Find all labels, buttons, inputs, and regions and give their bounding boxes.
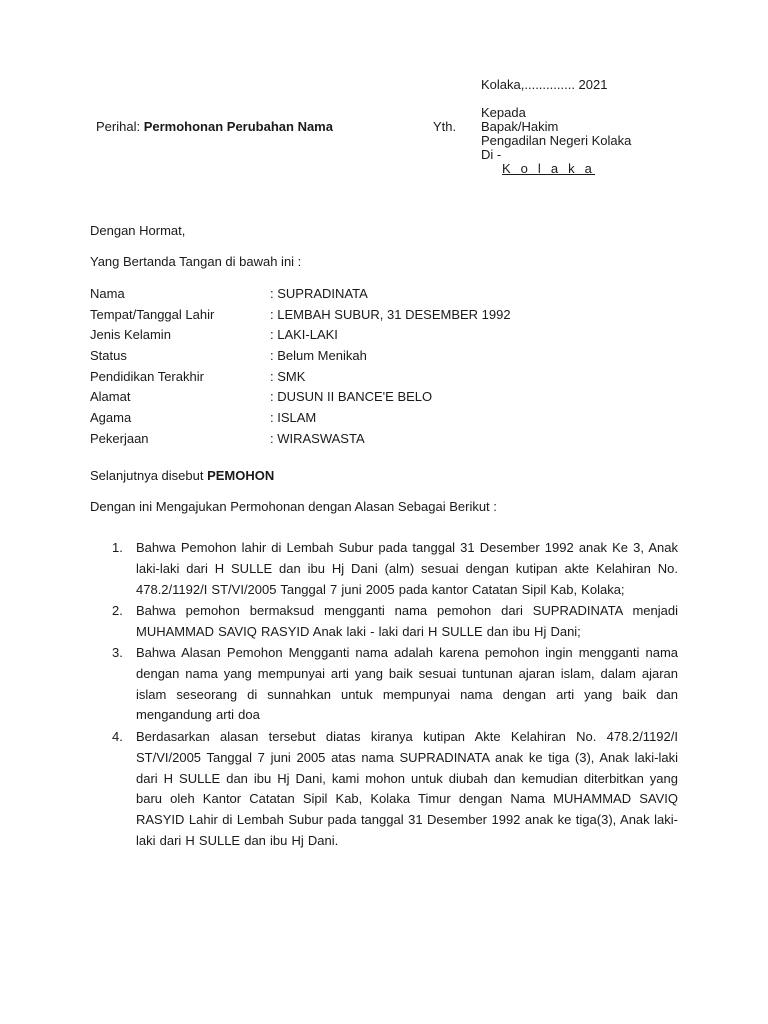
referred-term: PEMOHON [207,468,275,483]
recipient-city: K o l a k a [502,161,596,176]
field-value: : SUPRADINATA [270,286,368,301]
field-value: : LAKI-LAKI [270,327,338,342]
recipient-line-1: Kepada [481,105,526,120]
referred-line [90,468,274,484]
referred-prefix: Selanjutnya disebut [90,468,208,483]
field-value: : DUSUN II BANCE'E BELO [270,389,433,404]
reason-number: 4. [112,729,123,744]
date-line: Kolaka,.............. 2021 [481,77,608,92]
yth-label: Yth. [433,119,457,134]
field-label: Status [90,348,127,363]
field-value: : ISLAM [270,410,317,425]
subject-prefix: Perihal: [96,119,144,134]
field-label: Jenis Kelamin [90,327,171,342]
intro-line: Yang Bertanda Tangan di bawah ini : [90,254,302,269]
reason-text: Berdasarkan alasan tersebut diatas kiranya kutipan Akte Kelahiran No. 478.2/1192/I ST/VI/2005 Tanggal 7 juni 2005 atas nama SUPRADINATA anak ke tiga (3), Anak laki-laki dari H SULLE dan ibu Hj Dani, kami mohon untuk diubah dan kemudian diterbitkan yang baru oleh Kantor Catatan Sipil Kab, Kolaka Timur dengan Nama MUHAMMAD SAVIQ RASYID Lahir di Lembah Subur pada tanggal 31 Desember 1992 anak ke tiga(3), Anak laki-laki dari H SULLE dan ibu Hj Dani. [136,729,678,848]
field-label: Nama [90,286,125,301]
field-label: Agama [90,410,132,425]
subject-line [96,119,333,135]
subject-title: Permohonan Perubahan Nama [143,119,333,134]
field-value: : Belum Menikah [270,348,367,363]
reasons-intro: Dengan ini Mengajukan Permohonan dengan Alasan Sebagai Berikut : [90,499,497,514]
reason-number: 1. [112,540,123,555]
reason-number: 3. [112,645,123,660]
field-label: Tempat/Tanggal Lahir [90,307,215,322]
field-value: : SMK [270,369,306,384]
field-label: Pendidikan Terakhir [90,369,204,384]
reason-text: Bahwa pemohon bermaksud mengganti nama pemohon dari SUPRADINATA menjadi MUHAMMAD SAVIQ RASYID Anak laki - laki dari H SULLE dan ibu Hj Dani; [136,603,678,639]
field-label: Alamat [90,389,131,404]
greeting: Dengan Hormat, [90,223,186,238]
reason-text: Bahwa Alasan Pemohon Mengganti nama adalah karena pemohon ingin mengganti nama dengan nama yang mempunyai arti yang baik sesuai tuntunan ajaran islam, dalam ajaran islam seseorang di sunnahkan untuk mempunyai nama dengan arti yang baik dan mengandung arti doa [136,645,678,723]
recipient-line-2: Bapak/Hakim [481,119,559,134]
reason-number: 2. [112,603,123,618]
recipient-line-4: Di - [481,147,502,162]
field-value: : LEMBAH SUBUR, 31 DESEMBER 1992 [270,307,511,322]
field-value: : WIRASWASTA [270,431,365,446]
recipient-line-3: Pengadilan Negeri Kolaka [481,133,632,148]
field-label: Pekerjaan [90,431,149,446]
reason-text: Bahwa Pemohon lahir di Lembah Subur pada tanggal 31 Desember 1992 anak Ke 3, Anak laki-laki dari H SULLE dan ibu Hj Dani (alm) sesuai dengan kutipan akte Kelahiran No. 478.2/1192/I ST/VI/2005 Tanggal 7 juni 2005 pada kantor Catatan Sipil Kab, Kolaka; [136,540,678,597]
